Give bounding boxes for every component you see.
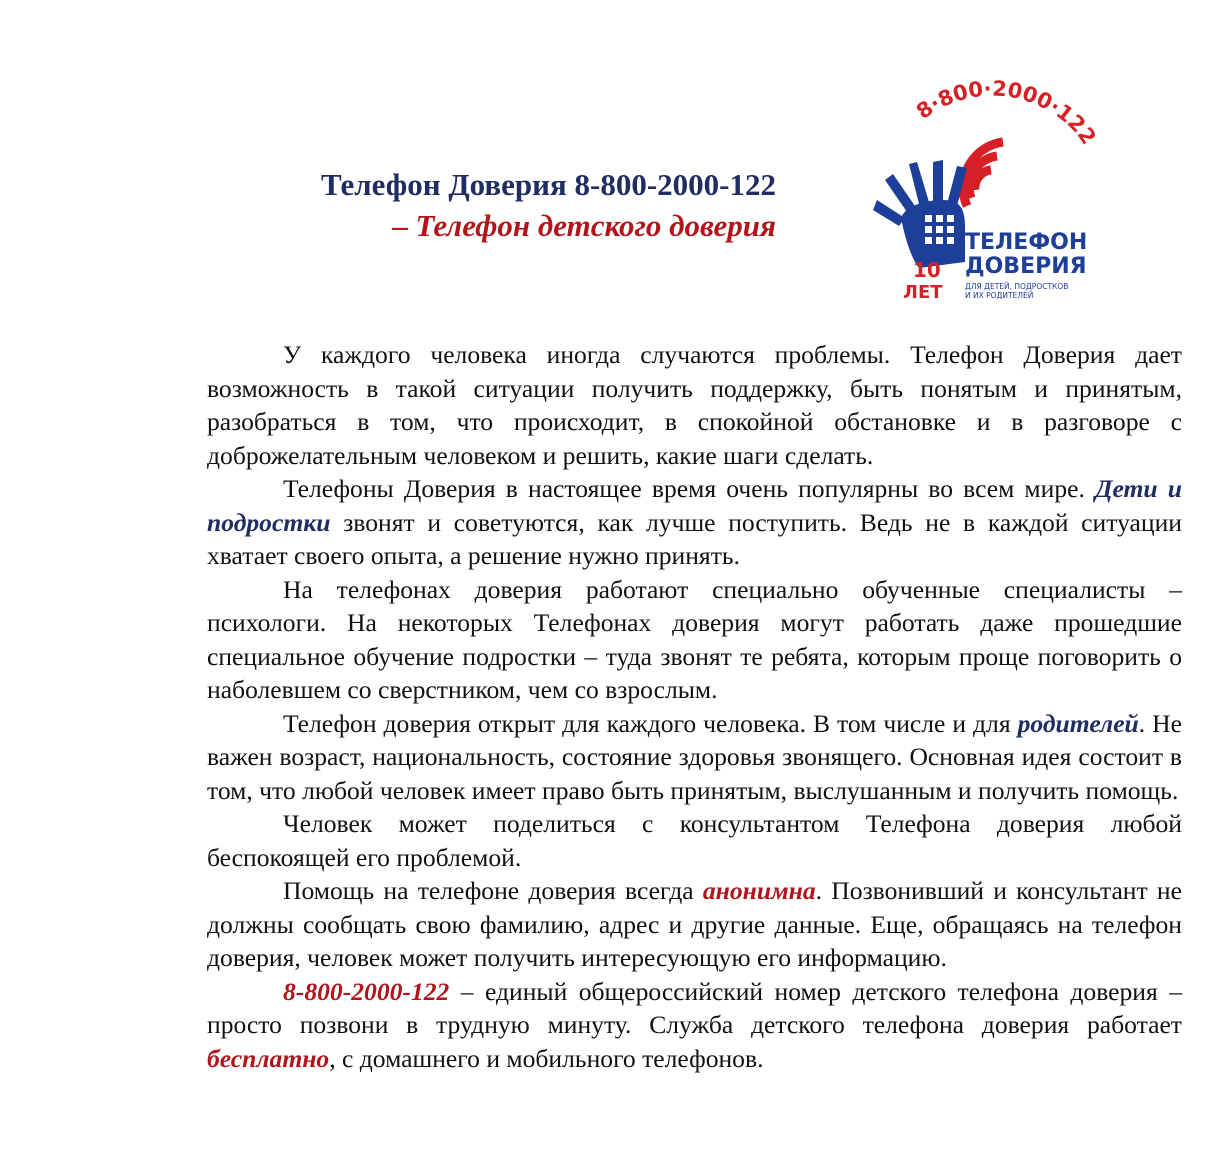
paragraph-5: Человек может поделиться с консультантом Телефона доверия любой беспокоящей его проблемой. xyxy=(207,809,1182,872)
paragraph-1: У каждого человека иногда случаются проблемы. Телефон Доверия дает возможность в такой ситуации получить поддержку, быть понятым и принятым, разобраться в том, что происходит, в спокойной обстановке и в разговоре с доброжелательным человеком и решить, какие шаги сделать. xyxy=(207,340,1182,470)
logo-subtitle-line2: И ИХ РОДИТЕЛЕЙ xyxy=(965,291,1034,300)
title-line-2 xyxy=(180,205,776,246)
highlight-phone-number: 8-800-2000-122 xyxy=(283,976,450,1006)
hand-icon xyxy=(873,160,967,268)
signal-waves-icon xyxy=(963,142,1003,206)
page-title xyxy=(180,164,776,246)
article-body xyxy=(207,338,1182,1075)
paragraph-6 xyxy=(207,874,1182,975)
paragraph-7 xyxy=(207,975,1182,1076)
logo-years-number: 10 xyxy=(913,258,941,282)
paragraph-4-text-a: Телефон доверия открыт для каждого человека. В том числе и для xyxy=(283,708,1018,738)
logo-years-word: ЛЕТ xyxy=(903,282,943,303)
paragraph-7-text-b: , с домашнего и мобильного телефонов. xyxy=(329,1043,764,1073)
title-line-1: Телефон Доверия 8-800-2000-122 xyxy=(321,167,776,202)
keypad-icon xyxy=(925,215,954,244)
highlight-children: Дети и подростки xyxy=(207,474,1183,537)
paragraph-4 xyxy=(207,707,1182,808)
paragraph-3: На телефонах доверия работают специально обученные специалисты – психологи. На некоторых Телефонах доверия могут работать даже прошедшие специальное обучение подростки – туда звонят те ребята, которым проще поговорить о наболевшем со сверстником, чем со взрослым. xyxy=(207,574,1182,704)
paragraph-2-text-b: звонят и советуются, как лучше поступить. Ведь не в каждой ситуации хватает своего опыта, а решение нужно принять. xyxy=(207,507,1182,570)
paragraph-2-text-a: Телефоны Доверия в настоящее время очень популярны во всем мире. xyxy=(283,474,1095,503)
helpline-logo xyxy=(815,78,1137,325)
paragraph-6-text-a: Помощь на телефоне доверия всегда xyxy=(283,876,703,905)
logo-name-line2: ДОВЕРИЯ xyxy=(965,254,1087,279)
title-dash: – xyxy=(392,208,416,243)
paragraph-6-text-b: . Позвонивший и консультант не должны сообщать свою фамилию, адрес и другие данные. Еще, обращаясь на телефон доверия, человек может получить интересующую его информацию. xyxy=(207,876,1182,972)
highlight-anonymous: анонимна xyxy=(702,876,816,905)
highlight-free: бесплатно xyxy=(207,1043,330,1073)
highlight-parents: родителей xyxy=(1017,708,1139,738)
paragraph-7-text-a: – единый общероссийский номер детского телефона доверия – просто позвони в трудную минуту. Служба детского телефона доверия работает xyxy=(207,976,1182,1039)
paragraph-2 xyxy=(207,472,1182,573)
logo-phone-number: 8·800·2000·122 xyxy=(911,78,1101,149)
paragraph-4-text-b: . Не важен возраст, национальность, состояние здоровья звонящего. Основная идея состоит в том, что любой человек имеет право быть принятым, выслушанным и получить помощь. xyxy=(207,708,1183,805)
title-subtitle: Телефон детского доверия xyxy=(415,208,776,243)
logo-name-line1: ТЕЛЕФОН xyxy=(965,230,1088,255)
helpline-logo-graphic xyxy=(815,78,1137,325)
logo-subtitle-line1: ДЛЯ ДЕТЕЙ, ПОДРОСТКОВ xyxy=(965,282,1069,291)
